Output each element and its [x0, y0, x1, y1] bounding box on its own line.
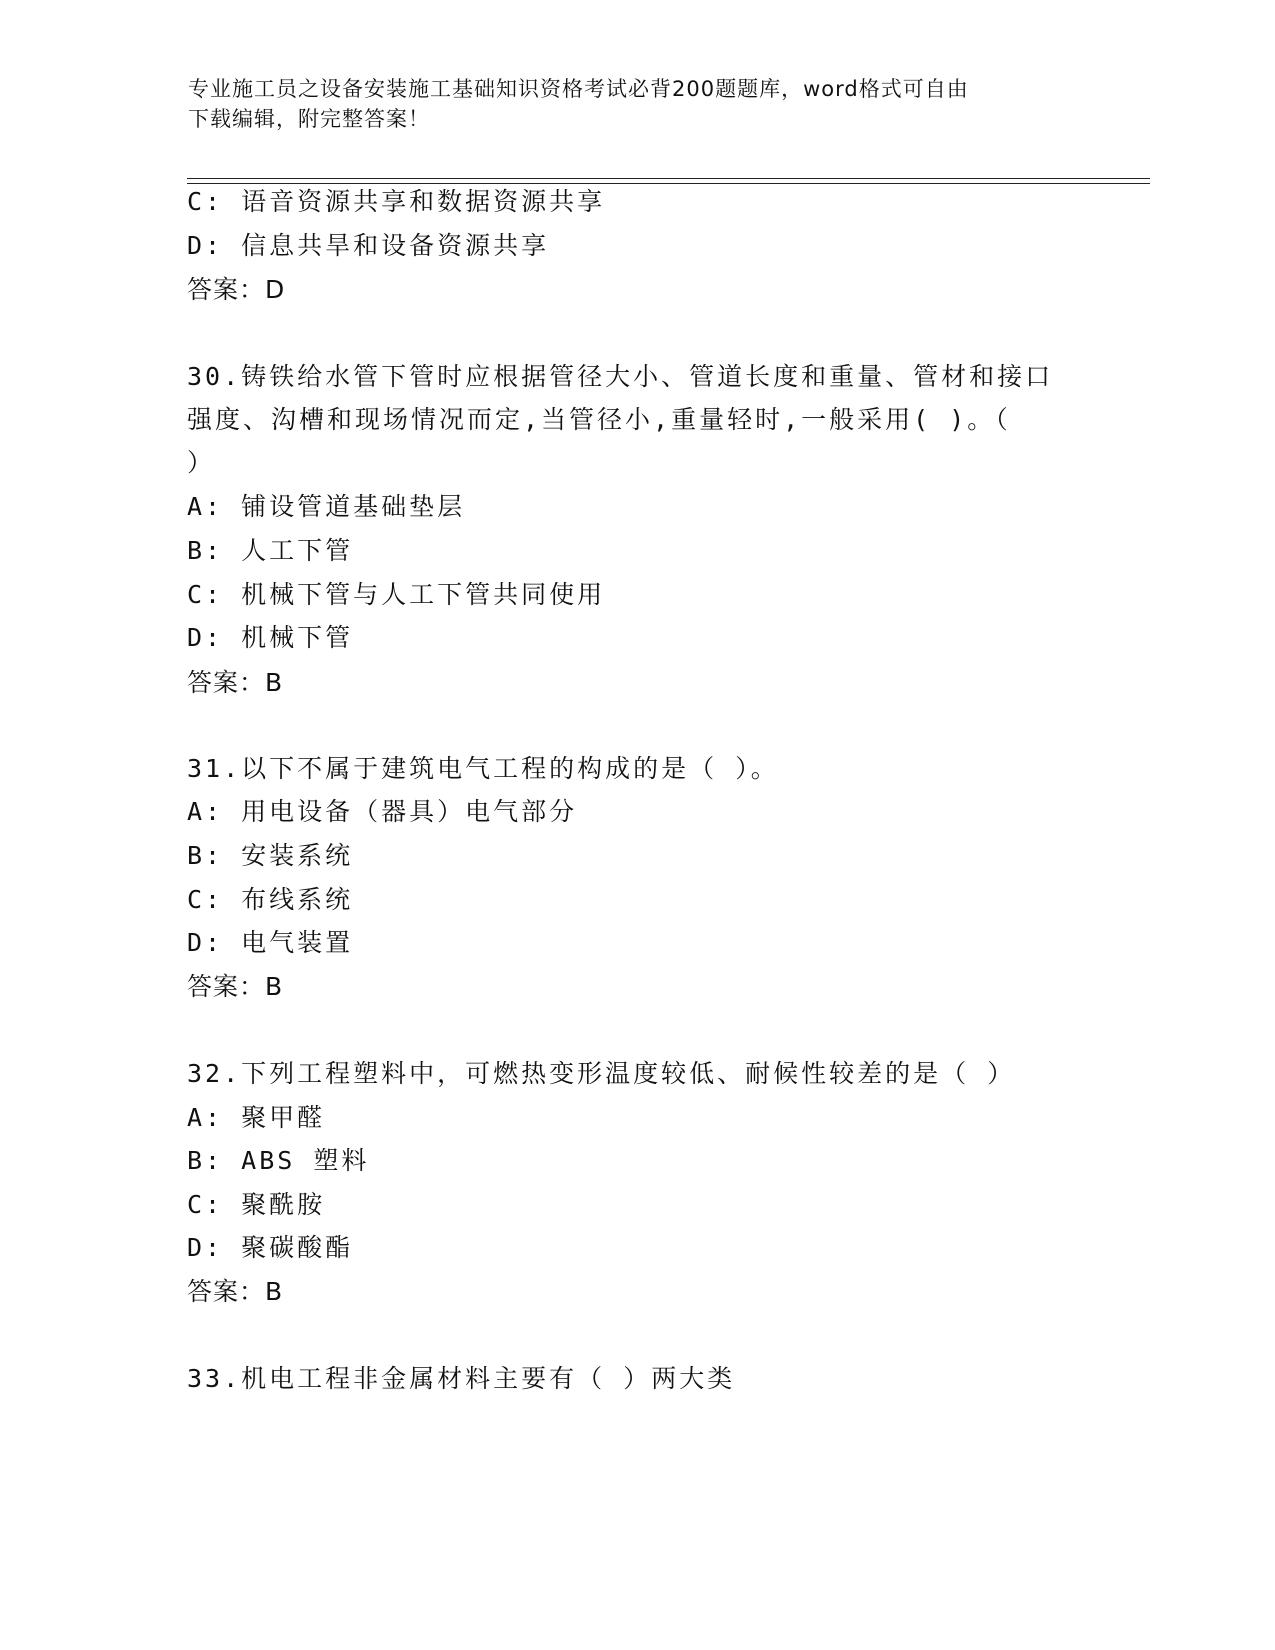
q31-option-d: D: 电气装置 [187, 928, 354, 957]
q30-answer: 答案：B [187, 668, 284, 697]
q32-option-d: D: 聚碳酸酯 [187, 1233, 354, 1262]
q29-option-c: C: 语音资源共享和数据资源共享 [187, 187, 606, 216]
header-line-1: 专业施工员之设备安装施工基础知识资格考试必背200题题库，word格式可自由 [188, 77, 969, 101]
q31-option-b: B: 安装系统 [187, 841, 354, 870]
q32-option-b: B: ABS 塑料 [187, 1146, 370, 1175]
q31-answer: 答案：B [187, 972, 284, 1001]
q32-stem-line-1: 32.下列工程塑料中，可燃热变形温度较低、耐候性较差的是（ ） [187, 1059, 1016, 1088]
q30-stem-line-1: 30.铸铁给水管下管时应根据管径大小、管道长度和重量、管材和接口 [187, 362, 1054, 391]
q29-option-d: D: 信息共旱和设备资源共享 [187, 231, 550, 260]
q30-option-b: B: 人工下管 [187, 536, 354, 565]
question-list [187, 0, 1087, 1650]
q32-answer: 答案：B [187, 1277, 284, 1306]
q30-option-a: A: 铺设管道基础垫层 [187, 492, 466, 521]
q32-option-a: A: 聚甲醛 [187, 1103, 326, 1132]
q32-option-c: C: 聚酰胺 [187, 1190, 326, 1219]
q30-option-d: D: 机械下管 [187, 623, 354, 652]
q31-option-c: C: 布线系统 [187, 885, 354, 914]
header-line-2: 下载编辑，附完整答案！ [188, 107, 430, 131]
q31-stem-line-1: 31.以下不属于建筑电气工程的构成的是（ ）。 [187, 754, 779, 783]
q31-option-a: A: 用电设备（器具）电气部分 [187, 797, 578, 826]
q30-stem-line-3: ） [187, 448, 216, 477]
q29-answer: 答案：D [187, 275, 286, 304]
q30-stem-line-2: 强度、沟槽和现场情况而定,当管径小,重量轻时,一般采用( )。（ [187, 405, 1011, 434]
q33-stem-line-1: 33.机电工程非金属材料主要有（ ）两大类 [187, 1364, 736, 1393]
q30-option-c: C: 机械下管与人工下管共同使用 [187, 580, 606, 609]
